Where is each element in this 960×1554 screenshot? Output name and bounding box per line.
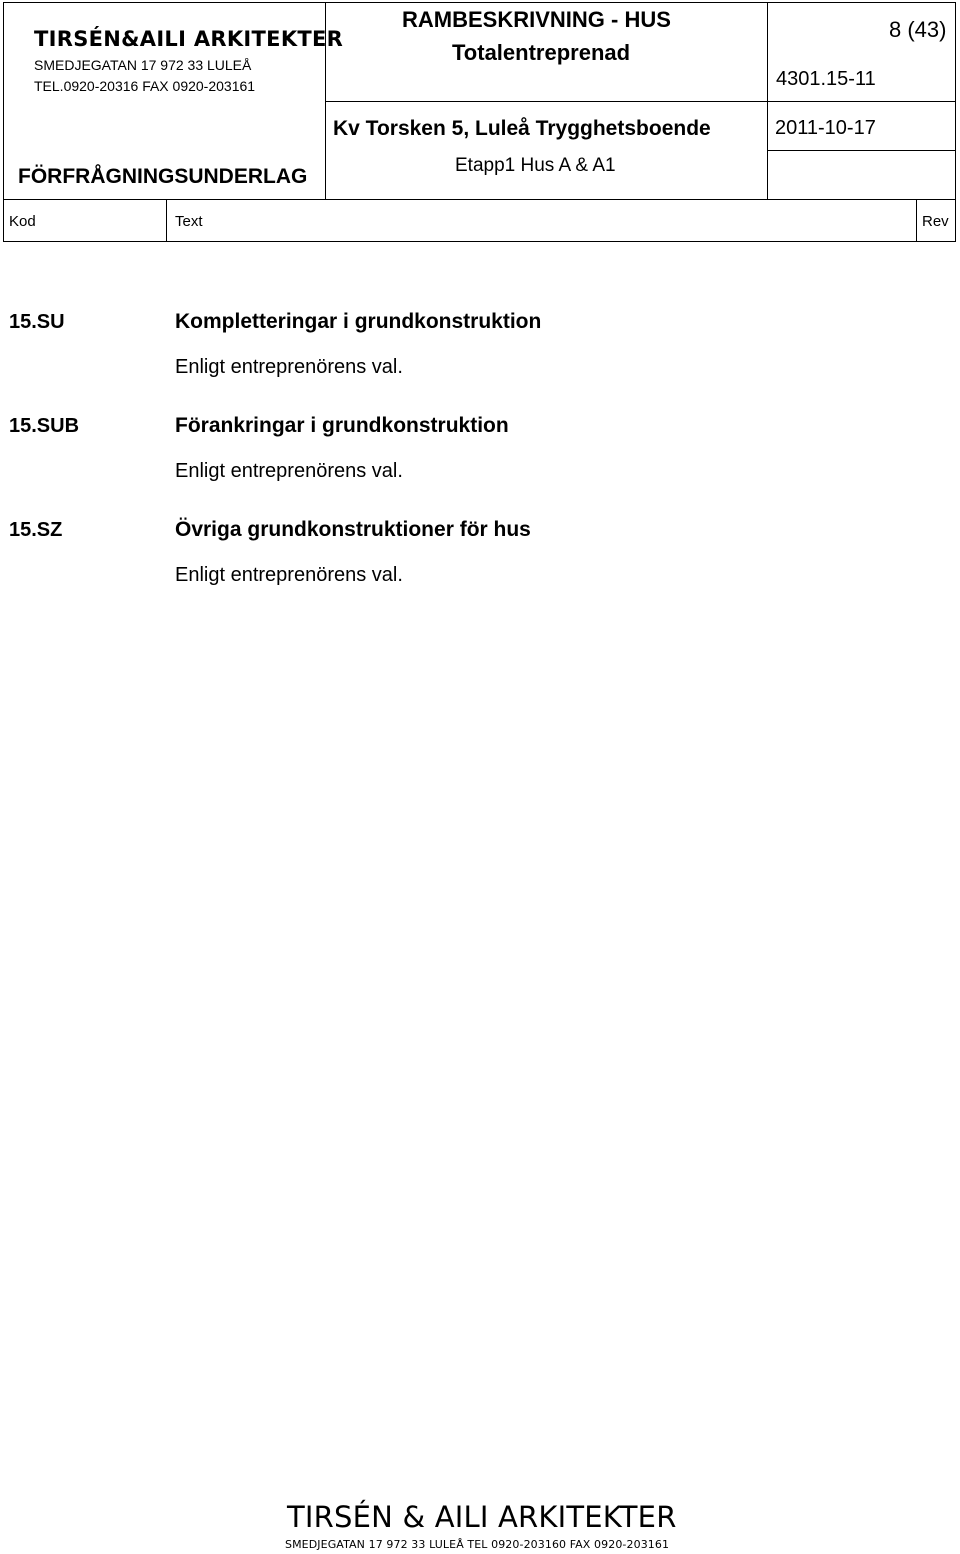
header-border-top bbox=[3, 2, 956, 3]
header-divider-mid bbox=[325, 101, 956, 102]
document-date: 2011-10-17 bbox=[775, 117, 876, 139]
project-name: Kv Torsken 5, Luleå Trygghetsboende bbox=[333, 117, 711, 140]
document-subtitle: Totalentreprenad bbox=[452, 40, 631, 65]
document-title: RAMBESKRIVNING - HUS bbox=[402, 7, 671, 32]
section-code: 15.SUB bbox=[9, 415, 80, 437]
column-header-rev: Rev bbox=[922, 213, 949, 230]
header-border-bottom bbox=[3, 241, 956, 242]
header-divider-code bbox=[166, 200, 167, 242]
project-number: 4301.15-11 bbox=[776, 68, 876, 90]
section-text: Enligt entreprenörens val. bbox=[175, 356, 403, 378]
section-code: 15.SU bbox=[9, 311, 65, 333]
header-border-right bbox=[955, 2, 956, 242]
company-phone: TEL.0920-20316 FAX 0920-203161 bbox=[34, 78, 256, 94]
footer-logo: TIRSÉN & AILI ARKITEKTER bbox=[287, 1500, 677, 1534]
header-divider-rev bbox=[916, 200, 917, 242]
section-text: Enligt entreprenörens val. bbox=[175, 564, 403, 586]
document-label: FÖRFRÅGNINGSUNDERLAG bbox=[18, 165, 308, 188]
header-border-left bbox=[3, 2, 4, 242]
column-header-code: Kod bbox=[9, 213, 36, 230]
column-header-text: Text bbox=[175, 213, 203, 230]
section-title: Kompletteringar i grundkonstruktion bbox=[175, 310, 542, 333]
project-stage: Etapp1 Hus A & A1 bbox=[455, 155, 616, 176]
page-number: 8 (43) bbox=[889, 17, 947, 42]
section-text: Enligt entreprenörens val. bbox=[175, 460, 403, 482]
section-title: Övriga grundkonstruktioner för hus bbox=[175, 518, 531, 541]
company-address: SMEDJEGATAN 17 972 33 LULEÅ bbox=[34, 57, 252, 73]
footer-address: SMEDJEGATAN 17 972 33 LULEÅ TEL 0920-203160 FAX 0920-203161 bbox=[285, 1538, 670, 1551]
header-divider-date bbox=[767, 150, 956, 151]
section-code: 15.SZ bbox=[9, 519, 63, 541]
section-title: Förankringar i grundkonstruktion bbox=[175, 414, 509, 437]
company-logo: TIRSÉN&AILI ARKITEKTER bbox=[34, 27, 344, 51]
header-divider-columns bbox=[3, 199, 956, 200]
